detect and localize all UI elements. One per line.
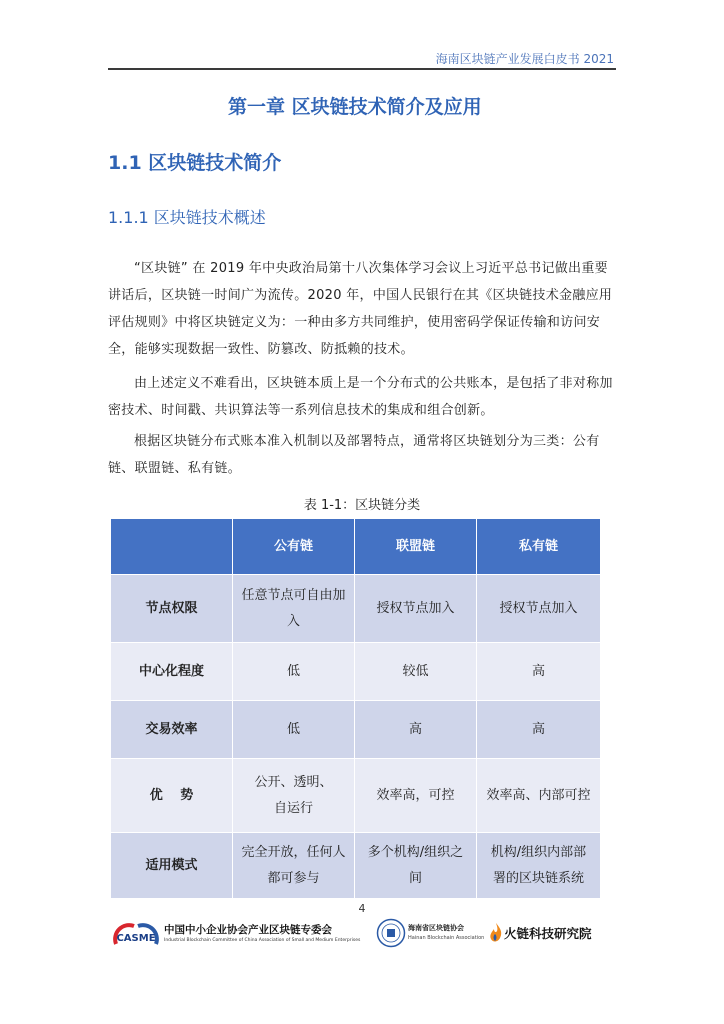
page-number: 4 — [358, 902, 366, 915]
table-cell: 较低 — [355, 643, 477, 701]
table-row — [111, 575, 601, 643]
paragraph-essence: 由上述定义不难看出，区块链本质上是一个分布式的公共账本，是包括了非对称加密技术、时间戳、共识算法等一系列信息技术的集成和组合创新。 — [108, 376, 613, 418]
footer-logos — [108, 918, 618, 952]
table-cell: 机构/组织内部部署的区块链系统 — [477, 833, 601, 899]
row-label: 交易效率 — [111, 701, 233, 759]
table-cell: 多个机构/组织之间 — [355, 833, 477, 899]
header-cell-empty — [111, 519, 233, 575]
table-cell: 效率高、内部可控 — [477, 759, 601, 833]
org2-name: 海南省区块链协会 — [408, 924, 464, 932]
table-cell: 高 — [477, 701, 601, 759]
table-cell: 任意节点可自由加入 — [233, 575, 355, 643]
table-cell: 完全开放，任何人都可参与 — [233, 833, 355, 899]
table-cell: 高 — [477, 643, 601, 701]
table-caption: 表 1-1：区块链分类 — [303, 498, 421, 513]
flame-logo-icon — [488, 922, 504, 944]
section-title: 1.1 区块链技术简介 — [108, 152, 282, 174]
org1-name: 中国中小企业协会产业区块链专委会 — [164, 924, 332, 936]
chapter-title: 第一章 区块链技术简介及应用 — [228, 96, 482, 118]
table-row — [111, 643, 601, 701]
hainan-association-seal-icon — [376, 918, 406, 948]
header-cell-consortium-chain: 联盟链 — [355, 519, 477, 575]
table-header-row — [111, 519, 601, 575]
header-title: 海南区块链产业发展白皮书 2021 — [435, 52, 614, 66]
casme-logo-icon — [108, 920, 164, 950]
table-cell: 公开、透明、 自运行 — [233, 759, 355, 833]
org2-english-name: Hainan Blockchain Association — [408, 935, 485, 941]
paragraph-classification: 根据区块链分布式账本准入机制以及部署特点，通常将区块链划分为三类：公有链、联盟链、私有链。 — [108, 434, 600, 476]
table-cell: 效率高，可控 — [355, 759, 477, 833]
table-row — [111, 833, 601, 899]
header-rule — [108, 68, 616, 70]
table-cell: 授权节点加入 — [477, 575, 601, 643]
table-cell: 低 — [233, 643, 355, 701]
row-label: 节点权限 — [111, 575, 233, 643]
casme-logo-text: CASME — [116, 933, 156, 944]
org1-english-name: Industrial Blockchain Committee of China Association of Small and Medium Enterprises — [164, 938, 361, 943]
org3-name: 火链科技研究院 — [504, 926, 592, 941]
table-row — [111, 759, 601, 833]
table-cell: 授权节点加入 — [355, 575, 477, 643]
blockchain-classification-table — [110, 518, 601, 899]
table-row — [111, 701, 601, 759]
table-cell: 高 — [355, 701, 477, 759]
row-label: 适用模式 — [111, 833, 233, 899]
row-label: 中心化程度 — [111, 643, 233, 701]
paragraph-definition: “区块链” 在 2019 年中央政治局第十八次集体学习会议上习近平总书记做出重要讲话后，区块链一时间广为流传。2020 年，中国人民银行在其《区块链技术金融应用评估规则》中将区块链定义为：一种由多方共同维护，使用密码学保证传输和访问安全，能够实现数据一致性、防篡改、防抵赖的技术。 — [108, 261, 613, 357]
table-cell: 低 — [233, 701, 355, 759]
subsection-title: 1.1.1 区块链技术概述 — [108, 208, 266, 227]
row-label: 优 势 — [111, 759, 233, 833]
header-cell-public-chain: 公有链 — [233, 519, 355, 575]
header-cell-private-chain: 私有链 — [477, 519, 601, 575]
